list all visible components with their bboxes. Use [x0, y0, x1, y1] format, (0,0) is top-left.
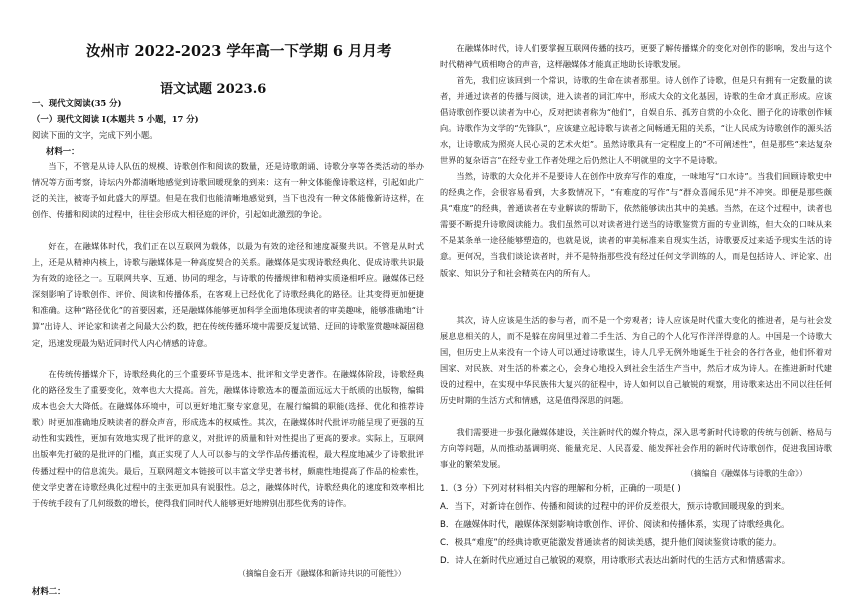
source-citation-2: （摘编自《融媒体与诗歌的生命》）	[686, 469, 807, 478]
paragraph-4: 在融媒体时代，诗人们要掌握互联网传播的技巧，更要了解传播媒介的变化对创作的影响，发出与这个时代精神气质相吻合的声音，这样融媒体才能真正地助长诗歌发展。	[440, 43, 832, 70]
source-citation-1: （摘编自金石开《融媒体和新诗共识的可能性》）	[238, 569, 406, 578]
paragraph-3: 在传统传播媒介下，诗歌经典化的三个重要环节是选本、批评和文学史著作。在融媒体阶段，诗歌经典化的路径发生了重要变化，效率也大大提高。首先，融媒体诗歌选本的覆盖面远远大于纸质的出版物，编辑成本也会大大降低。在融媒体环境中，可以更好地汇聚专家意见，在履行编辑的职能(选择、优化和推荐诗歌）时更加准确地反映读者的群众声音，形成选本的权威性。其次，在融媒体时代批评功能呈现了更强的互动性和实践性，更加有效地实现了批评的意义，对批评的质量和针对性提出了更高的要求。实际上，互联网出版率先打破的是批评的门槛，真正实现了人人可以参与的文学作品传播流程，最大程度地减少了诗歌批评传播过程中的信息流失。最后，互联网超文本链接可以丰富文学史著书材，颇鹿性地提高了作品的检索性，使文学史著在诗歌经典化过程中的主张更加具有说服性。总之，融媒体时代，诗歌经典化的速度和效率相比于传统手段有了几何级数的增长，使得我们同时代人能够更好地辨别出那些优秀的诗作。	[32, 369, 424, 508]
option-a[interactable]: A．当下，对新诗在创作、传播和阅读的过程中的评价反差很大，预示诗歌回暖现象的到来。	[440, 502, 790, 512]
question-1: 1.（3 分）下列对材料相关内容的理解和分析，正确的一项是( )	[440, 484, 681, 494]
paragraph-1: 当下，不管是从诗人队伍的规模、诗歌创作和阅读的数量，还是诗歌朗诵、诗歌分享等各类活动的举办情况等方面考察，诗坛内外都清晰地感觉到诗歌回暖现象的到来：这有一种文体能像诗歌这样，引起如此广泛的关注，被寄予如此盛大的厚望。但是在我们也能清晰地感觉到，当下也没有一种文体能像新诗这样，在创作、传播和阅读的过程中，往往会形成大相径庭的评价，引起如此激烈的争论。	[32, 161, 424, 220]
paragraph-8: 我们需要进一步强化融媒体建设，关注新时代的媒介特点，深入思考新时代诗歌的传统与创新、格局与方向等问题，从而推动基调明亮、能量充足、人民喜爱、能发挥社会作用的新时代诗歌创作，促进我国诗歌事业的繁荣发展。	[440, 427, 832, 470]
section-heading: 一、现代文阅读(35 分)	[32, 98, 122, 108]
paragraph-2: 好在，在融媒体时代，我们正在以互联网为载体，以最为有效的途径和速度凝聚共识。不管是从时式上，还是从精神内核上，诗歌与融媒体是一种高度契合的关系。融媒体是实现诗歌经典化、促成诗歌共识最为有效的途径之一。互联网共享、互通、协同的理念，与诗歌的传播规律和精神实质逢相呼应。融媒体已经深刻影响了诗歌创作、评价、阅读和传播体系，在客观上已经优化了诗歌经典化的路径。让其变得更加便捷和准确。这种“路径优化”的首要因素，还是融媒体能够更加科学全面地体现读者的审美趣味，能够准确地“计算”出诗人、评论家和读者之间最大公约数，把在传统传播环境中需要反复试错、迂回的诗歌鉴赏趣味凝固稳定，迅速发现最为贴近同时代人内心情感的诗意。	[32, 241, 424, 348]
option-c[interactable]: C．极具“难度”的经典诗歌更能激发普通读者的阅读美感，提升他们阅读鉴赏诗歌的能力。	[440, 538, 782, 548]
instruction-text: 阅读下面的文字，完成下列小题。	[32, 130, 158, 140]
material2-label: 材料二：	[32, 586, 66, 596]
exam-subtitle: 语文试题 2023.6	[160, 82, 267, 97]
option-d[interactable]: D．诗人在新时代应通过自己敏锐的观察，用诗歌形式表达出新时代的生活方式和情感需求。	[440, 556, 791, 566]
subsection-heading: （一）现代文阅读 I(本题共 5 小题，17 分)	[32, 114, 199, 124]
material1-label: 材料一：	[46, 146, 80, 156]
exam-title: 汝州市 2022-2023 学年高一下学期 6 月月考	[86, 43, 392, 60]
paragraph-6: 当然，诗歌的大众化并不是要诗人在创作中放弃写作的难度，一味地写“口水诗”。当我们回顾诗歌史中的经典之作，会很容易看到，大多数情况下，“有难度的写作”与“群众喜闻乐见”并不冲突。即便是那些颇具“难度”的经典，普通读者在专业解读的帮助下，依然能够读出其中的美感。当然，在这个过程中，读者也需要不断提升诗歌阅读能力。我们虽然可以对读者进行送当的诗歌鉴赏方面的专业训练，但大众的口味从来不是某条单一途径能够塑造的，也就是说，读者的审美标准来自现实生活，诗歌要反过来适予现实生活的诗意。更何况，当我们谈论读者时，并不是特指那些没有经过任何文学训练的人，而是包括诗人、评论家、出版家、知识分子和社会精英在内的所有人。	[440, 171, 832, 278]
paragraph-7: 其次，诗人应该是生活的参与者，而不是一个旁观者；诗人应该是时代重大变化的推进者，是与社会发展息息相关的人，而不是躲在房间里过着二手生活、为自己的个人化写作洋洋得意的人。中国是一个诗歌大国，但历史上从来没有一个诗人可以通过诗歌谋生，诗人几乎无例外地诞生于社会的各行各业，他们怀着对国家、对民族、对生活的朴素之心，会身心地投入到社会生活生产当中，然后才成为诗人。在推进新时代建设的过程中，在实现中华民族伟大复兴的征程中，诗人如何以自己敏锐的观察，用诗歌来达出不同以往任何历史时期的生活方式和情感，这是值得深思的问题。	[440, 315, 832, 406]
paragraph-5: 首先，我们应该回到一个常识，诗歌的生命在读者那里。诗人创作了诗歌，但是只有拥有一定数量的读者，并通过读者的传播与阅读，进入读者的词汇库中，形成大众的文化基因，诗歌的生命才真正形成。应该倡诗歌创作要以读者为中心，反对把读者称为“他们”，自娱自乐、孤芳自赏的小众化、圈子化的诗歌创作倾向。诗歌作为文学的“先锋队”，应该建立起诗歌与读者之间畅通无阻的关系，“让人民成为诗歌创作的源头活水，让诗歌成为照亮人民心灵的艺术火炬”。虽然诗歌具有一定程度上的“不可阐述性”，但是那些“来达复杂世界的复杂语言”在经专业工作者处理之后仍然让人不明就里的文字不是诗歌。	[440, 75, 832, 166]
option-b[interactable]: B．在融媒体时代，融媒体深刻影响诗歌创作、评价、阅读和传播体系，实现了诗歌经典化。	[440, 520, 790, 530]
